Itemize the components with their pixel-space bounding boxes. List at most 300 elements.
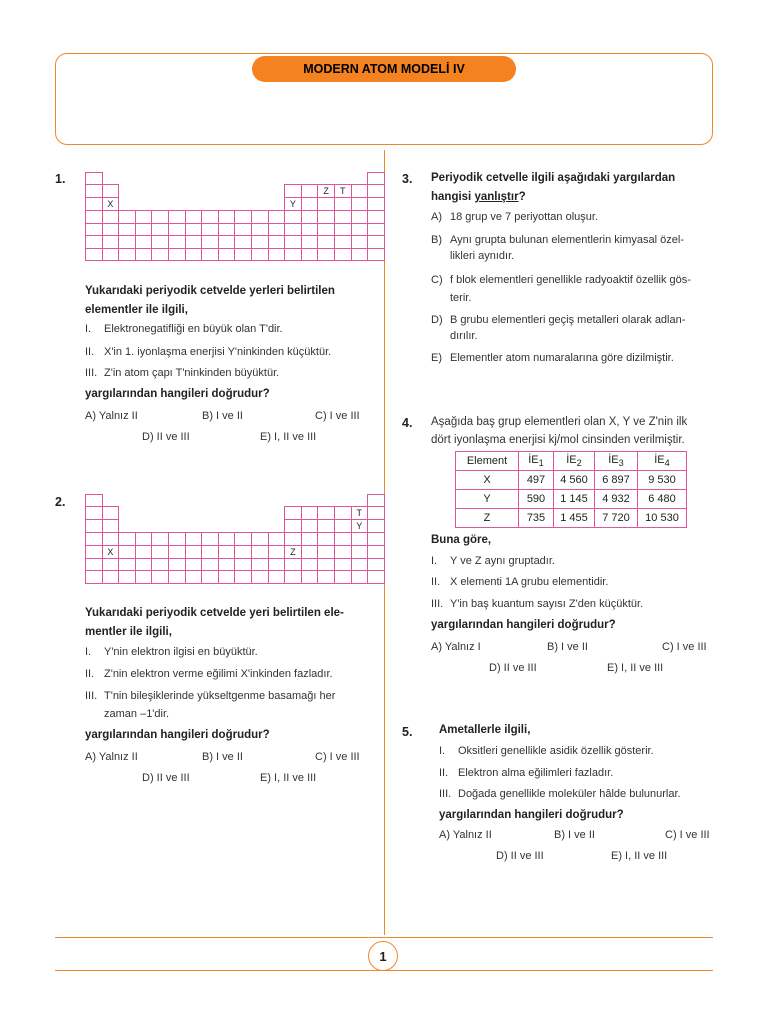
pt-row (86, 185, 385, 198)
q5-option-d[interactable]: D) II ve III (496, 850, 544, 862)
q4-item-2 (431, 575, 608, 590)
pt-cell (168, 185, 185, 198)
pt-cell (334, 173, 351, 185)
pt-cell (102, 533, 119, 545)
pt-cell (185, 571, 202, 583)
pt-cell (152, 495, 169, 507)
pt-cell (301, 571, 318, 583)
pt-cell (268, 185, 285, 198)
pt-cell (268, 173, 285, 185)
pt-cell (301, 533, 318, 545)
pt-cell (119, 198, 136, 211)
pt-cell-t: T (351, 507, 368, 520)
pt-cell (102, 571, 119, 583)
pt-cell (218, 495, 235, 507)
pt-cell (152, 198, 169, 211)
q4-item-1-text: Y ve Z aynı gruptadır. (450, 555, 555, 567)
pt-cell (318, 545, 335, 558)
q3-option-c-text2: terir. (450, 292, 472, 304)
pt-cell (86, 495, 103, 507)
pt-cell (152, 211, 169, 223)
pt-cell (268, 236, 285, 248)
q4-th-ie2-label: İE (566, 453, 577, 466)
q4-th-ie1 (519, 452, 554, 471)
pt-cell (318, 495, 335, 507)
q5-item-2 (439, 766, 613, 781)
table-cell: 4 560 (554, 471, 595, 490)
pt-cell (119, 571, 136, 583)
pt-cell (202, 223, 219, 235)
pt-cell (351, 223, 368, 235)
q3-option-a[interactable] (431, 210, 721, 225)
pt-cell (268, 248, 285, 260)
q4-option-d[interactable]: D) II ve III (489, 662, 537, 674)
table-cell: 7 720 (595, 509, 638, 528)
q3-number: 3. (402, 172, 413, 186)
pt-cell (368, 533, 385, 545)
q2-item-1-text: Y'nin elektron ilgisi en büyüktür. (104, 646, 258, 658)
pt-cell (301, 248, 318, 260)
pt-row (86, 198, 385, 211)
pt-cell (235, 185, 252, 198)
q5-item-1 (439, 744, 654, 759)
pt-cell-y: Y (285, 198, 302, 211)
q3-option-c[interactable] (431, 271, 721, 307)
q1-periodic-table (85, 172, 385, 261)
pt-cell (135, 495, 152, 507)
pt-cell (318, 507, 335, 520)
pt-cell (251, 173, 268, 185)
pt-cell (168, 236, 185, 248)
pt-cell (152, 248, 169, 260)
pt-cell (351, 533, 368, 545)
q1-stem (85, 282, 370, 320)
q3-option-e-letter: E) (431, 352, 442, 364)
q2-stem-line1: Yukarıdaki periyodik cetvelde yeri belirtilen ele- (85, 607, 344, 619)
q4-option-e[interactable]: E) I, II ve III (607, 662, 664, 674)
pt-row (86, 495, 385, 507)
pt-cell (202, 173, 219, 185)
pt-cell (168, 507, 185, 520)
q4-item-2-roman: II. (431, 576, 441, 588)
q1-option-b[interactable]: B) I ve II (202, 410, 243, 422)
q4-item-1-roman: I. (431, 555, 438, 567)
q4-ionization-table (455, 451, 687, 528)
table-cell: Z (456, 509, 519, 528)
pt-cell (86, 173, 103, 185)
q1-option-a[interactable]: A) Yalnız II (85, 410, 138, 422)
q1-item-1 (85, 322, 283, 337)
pt-cell (368, 520, 385, 533)
q1-option-d[interactable]: D) II ve III (142, 431, 190, 443)
pt-cell (168, 533, 185, 545)
pt-cell (351, 185, 368, 198)
q3-stem-prefix: hangisi (431, 191, 475, 203)
pt-cell (301, 520, 318, 533)
pt-cell-x: X (102, 545, 119, 558)
pt-cell (268, 507, 285, 520)
q2-item-3 (85, 689, 335, 704)
pt-cell (351, 571, 368, 583)
pt-cell (152, 571, 169, 583)
pt-cell (301, 236, 318, 248)
pt-cell (119, 248, 136, 260)
q1-item-1-roman: I. (85, 323, 92, 335)
pt-cell (135, 533, 152, 545)
pt-cell (268, 198, 285, 211)
q4-item-3-roman: III. (431, 598, 444, 610)
pt-cell (218, 533, 235, 545)
q5-option-c[interactable]: C) I ve III (665, 829, 710, 841)
q2-item-3-roman: III. (85, 690, 98, 702)
pt-cell (168, 248, 185, 260)
pt-cell (218, 223, 235, 235)
q3-option-b-letter: B) (431, 234, 442, 246)
pt-cell (135, 571, 152, 583)
q2-number: 2. (55, 495, 66, 509)
pt-cell (152, 533, 169, 545)
pt-cell (185, 533, 202, 545)
pt-cell (168, 223, 185, 235)
table-cell: 735 (519, 509, 554, 528)
q3-option-e-text: Elementler atom numaralarına göre dizilmiştir. (450, 352, 674, 364)
pt-cell (218, 173, 235, 185)
q4-option-a[interactable]: A) Yalnız I (431, 641, 481, 653)
page-number: 1 (368, 941, 398, 971)
pt-cell (102, 495, 119, 507)
pt-cell (351, 211, 368, 223)
pt-cell (251, 223, 268, 235)
pt-cell (185, 223, 202, 235)
pt-row (86, 236, 385, 248)
pt-cell (102, 223, 119, 235)
q2-option-b[interactable]: B) I ve II (202, 751, 243, 763)
pt-cell (152, 173, 169, 185)
pt-cell (185, 507, 202, 520)
pt-row (86, 507, 385, 520)
pt-cell (334, 248, 351, 260)
pt-cell (152, 558, 169, 570)
pt-cell (334, 223, 351, 235)
pt-cell (202, 533, 219, 545)
pt-cell (268, 211, 285, 223)
pt-row (86, 173, 385, 185)
pt-cell (235, 198, 252, 211)
q4-th-ie3-sub: 3 (618, 458, 624, 469)
pt-cell (86, 571, 103, 583)
pt-cell (334, 545, 351, 558)
q4-th-ie1-sub: 1 (538, 458, 544, 469)
pt-cell (102, 558, 119, 570)
q4-intro-line2: dört iyonlaşma enerjisi kj/mol cinsinden verilmiştir. (431, 434, 685, 446)
pt-cell (168, 545, 185, 558)
pt-cell (102, 185, 119, 198)
pt-cell (202, 248, 219, 260)
pt-cell (135, 236, 152, 248)
pt-cell (202, 507, 219, 520)
q4-intro-line1: Aşağıda baş grup elementleri olan X, Y ve Z'nin ilk (431, 416, 688, 428)
q4-option-c[interactable]: C) I ve III (662, 641, 707, 653)
pt-cell (135, 198, 152, 211)
q1-ask: yargılarından hangileri doğrudur? (85, 388, 270, 400)
q3-option-b-text2: likleri aynıdır. (450, 250, 515, 262)
q1-item-2-text: X'in 1. iyonlaşma enerjisi Y'ninkinden küçüktür. (104, 346, 332, 358)
pt-cell (368, 507, 385, 520)
table-cell: 1 145 (554, 490, 595, 509)
pt-cell (301, 185, 318, 198)
q4-item-3-text: Y'in baş kuantum sayısı Z'den küçüktür. (450, 598, 644, 610)
pt-cell (235, 495, 252, 507)
pt-cell (102, 520, 119, 533)
pt-cell (334, 520, 351, 533)
pt-cell (351, 236, 368, 248)
pt-cell (285, 236, 302, 248)
pt-cell (202, 495, 219, 507)
pt-cell (251, 236, 268, 248)
pt-cell (235, 558, 252, 570)
pt-cell (251, 495, 268, 507)
pt-cell (86, 507, 103, 520)
q1-option-c[interactable]: C) I ve III (315, 410, 360, 422)
pt-cell (351, 558, 368, 570)
pt-cell (368, 558, 385, 570)
q5-item-1-roman: I. (439, 745, 446, 757)
pt-cell (251, 558, 268, 570)
q5-item-3 (439, 787, 681, 802)
q2-option-d[interactable]: D) II ve III (142, 772, 190, 784)
pt-cell (218, 507, 235, 520)
q1-item-3-roman: III. (85, 367, 98, 379)
pt-cell (318, 198, 335, 211)
pt-cell (235, 545, 252, 558)
q2-item-2 (85, 667, 333, 682)
pt-cell (318, 223, 335, 235)
pt-row (86, 223, 385, 235)
pt-cell-x: X (102, 198, 119, 211)
q4-ask: yargılarından hangileri doğrudur? (431, 619, 616, 631)
pt-cell (135, 520, 152, 533)
pt-cell (86, 223, 103, 235)
pt-cell (218, 558, 235, 570)
pt-cell (251, 507, 268, 520)
pt-cell (119, 223, 136, 235)
pt-cell (368, 223, 385, 235)
pt-cell (86, 185, 103, 198)
pt-row (86, 545, 385, 558)
pt-cell (235, 223, 252, 235)
pt-cell (218, 211, 235, 223)
pt-cell (185, 173, 202, 185)
q4-item-1 (431, 554, 555, 569)
q4-th-ie1-label: İE (528, 453, 539, 466)
pt-cell (202, 236, 219, 248)
pt-cell (251, 185, 268, 198)
pt-cell (202, 185, 219, 198)
pt-cell (218, 198, 235, 211)
pt-cell (301, 198, 318, 211)
q3-option-d-text: B grubu elementleri geçiş metalleri olarak adlan- (450, 314, 686, 326)
pt-cell (202, 545, 219, 558)
q4-th-element-label: Element (466, 455, 508, 467)
pt-cell (268, 558, 285, 570)
pt-cell (285, 571, 302, 583)
q4-th-ie2-sub: 2 (576, 458, 582, 469)
pt-cell (218, 185, 235, 198)
pt-cell (368, 545, 385, 558)
q1-stem-line2: elementler ile ilgili, (85, 304, 188, 316)
pt-cell (285, 173, 302, 185)
pt-cell (119, 507, 136, 520)
q2-item-1 (85, 645, 258, 660)
pt-cell (351, 198, 368, 211)
q4-lead: Buna göre, (431, 534, 492, 546)
q4-table-header-row (456, 452, 687, 471)
q4-item-2-text: X elementi 1A grubu elementidir. (450, 576, 609, 588)
pt-cell (301, 173, 318, 185)
q2-stem (85, 604, 370, 642)
q5-option-a[interactable]: A) Yalnız II (439, 829, 492, 841)
q3-option-b-text: Aynı grupta bulunan elementlerin kimyasal özel- (450, 234, 684, 246)
q2-item-2-roman: II. (85, 668, 95, 680)
q3-option-d[interactable] (431, 312, 721, 344)
pt-cell (168, 495, 185, 507)
q5-item-3-roman: III. (439, 788, 452, 800)
pt-cell (119, 558, 136, 570)
pt-cell (185, 558, 202, 570)
q1-stem-line1: Yukarıdaki periyodik cetvelde yerleri belirtilen (85, 285, 335, 297)
pt-cell (368, 495, 385, 507)
table-cell: 10 530 (638, 509, 687, 528)
pt-cell (119, 533, 136, 545)
pt-cell (185, 185, 202, 198)
pt-row (86, 248, 385, 260)
q3-option-c-letter: C) (431, 274, 443, 286)
pt-cell (318, 236, 335, 248)
pt-cell (368, 211, 385, 223)
q1-option-e[interactable]: E) I, II ve III (260, 431, 317, 443)
pt-cell (202, 571, 219, 583)
pt-cell (185, 236, 202, 248)
q4-th-ie3 (595, 452, 638, 471)
pt-cell (185, 248, 202, 260)
pt-cell (86, 211, 103, 223)
q2-option-e[interactable]: E) I, II ve III (260, 772, 317, 784)
pt-cell (185, 495, 202, 507)
pt-cell (235, 571, 252, 583)
pt-cell (152, 236, 169, 248)
q5-option-b[interactable]: B) I ve II (554, 829, 595, 841)
q1-number: 1. (55, 172, 66, 186)
pt-cell (168, 198, 185, 211)
pt-cell (251, 571, 268, 583)
q3-stem-suffix: ? (518, 191, 526, 203)
pt-cell (86, 520, 103, 533)
pt-cell (102, 248, 119, 260)
pt-cell (368, 173, 385, 185)
pt-cell (135, 185, 152, 198)
pt-cell (218, 571, 235, 583)
q5-item-3-text: Doğada genellikle moleküler hâlde bulunurlar. (458, 788, 681, 800)
q3-stem-line1: Periyodik cetvelle ilgili aşağıdaki yargılardan (431, 172, 676, 184)
table-cell: 497 (519, 471, 554, 490)
pt-cell (119, 520, 136, 533)
pt-cell (86, 198, 103, 211)
q2-ask: yargılarından hangileri doğrudur? (85, 729, 270, 741)
q1-item-1-text: Elektronegatifliği en büyük olan T'dir. (104, 323, 283, 335)
pt-row (86, 571, 385, 583)
pt-cell (135, 558, 152, 570)
pt-cell (251, 198, 268, 211)
pt-cell (251, 248, 268, 260)
pt-cell (202, 211, 219, 223)
pt-cell (351, 545, 368, 558)
pt-cell (285, 507, 302, 520)
q4-intro (431, 413, 726, 449)
pt-cell (318, 211, 335, 223)
pt-cell (318, 558, 335, 570)
pt-cell (185, 545, 202, 558)
q1-item-3 (85, 366, 279, 381)
pt-cell (86, 533, 103, 545)
q4-th-ie4-label: İE (654, 453, 665, 466)
q3-option-a-letter: A) (431, 211, 442, 223)
pt-cell (168, 558, 185, 570)
pt-cell (185, 198, 202, 211)
pt-cell (235, 248, 252, 260)
pt-cell (351, 173, 368, 185)
q3-option-e[interactable] (431, 351, 721, 366)
q2-item-2-text: Z'nin elektron verme eğilimi X'inkinden fazladır. (104, 668, 333, 680)
pt-cell (334, 533, 351, 545)
pt-row (86, 558, 385, 570)
table-cell: 1 455 (554, 509, 595, 528)
pt-cell (235, 173, 252, 185)
pt-cell (218, 236, 235, 248)
pt-cell (102, 507, 119, 520)
q3-stem-underlined: yanlıştır (474, 191, 519, 203)
pt-cell (318, 248, 335, 260)
pt-cell (301, 223, 318, 235)
footer-rule-top (55, 937, 713, 938)
pt-cell (135, 173, 152, 185)
pt-cell (119, 185, 136, 198)
table-row (456, 490, 687, 509)
pt-cell (301, 558, 318, 570)
pt-cell (218, 545, 235, 558)
pt-cell (351, 248, 368, 260)
pt-cell (185, 211, 202, 223)
pt-cell (368, 185, 385, 198)
pt-cell (301, 495, 318, 507)
pt-cell (334, 495, 351, 507)
q3-option-b[interactable] (431, 232, 721, 264)
q2-option-c[interactable]: C) I ve III (315, 751, 360, 763)
pt-row (86, 520, 385, 533)
pt-cell (334, 571, 351, 583)
pt-cell (135, 211, 152, 223)
table-row (456, 509, 687, 528)
pt-cell (368, 248, 385, 260)
pt-cell (152, 507, 169, 520)
pt-cell (235, 507, 252, 520)
pt-cell (152, 223, 169, 235)
q5-number: 5. (402, 725, 413, 739)
pt-cell (368, 236, 385, 248)
pt-cell (334, 507, 351, 520)
q5-option-e[interactable]: E) I, II ve III (611, 850, 668, 862)
q2-option-a[interactable]: A) Yalnız II (85, 751, 138, 763)
q4-option-b[interactable]: B) I ve II (547, 641, 588, 653)
